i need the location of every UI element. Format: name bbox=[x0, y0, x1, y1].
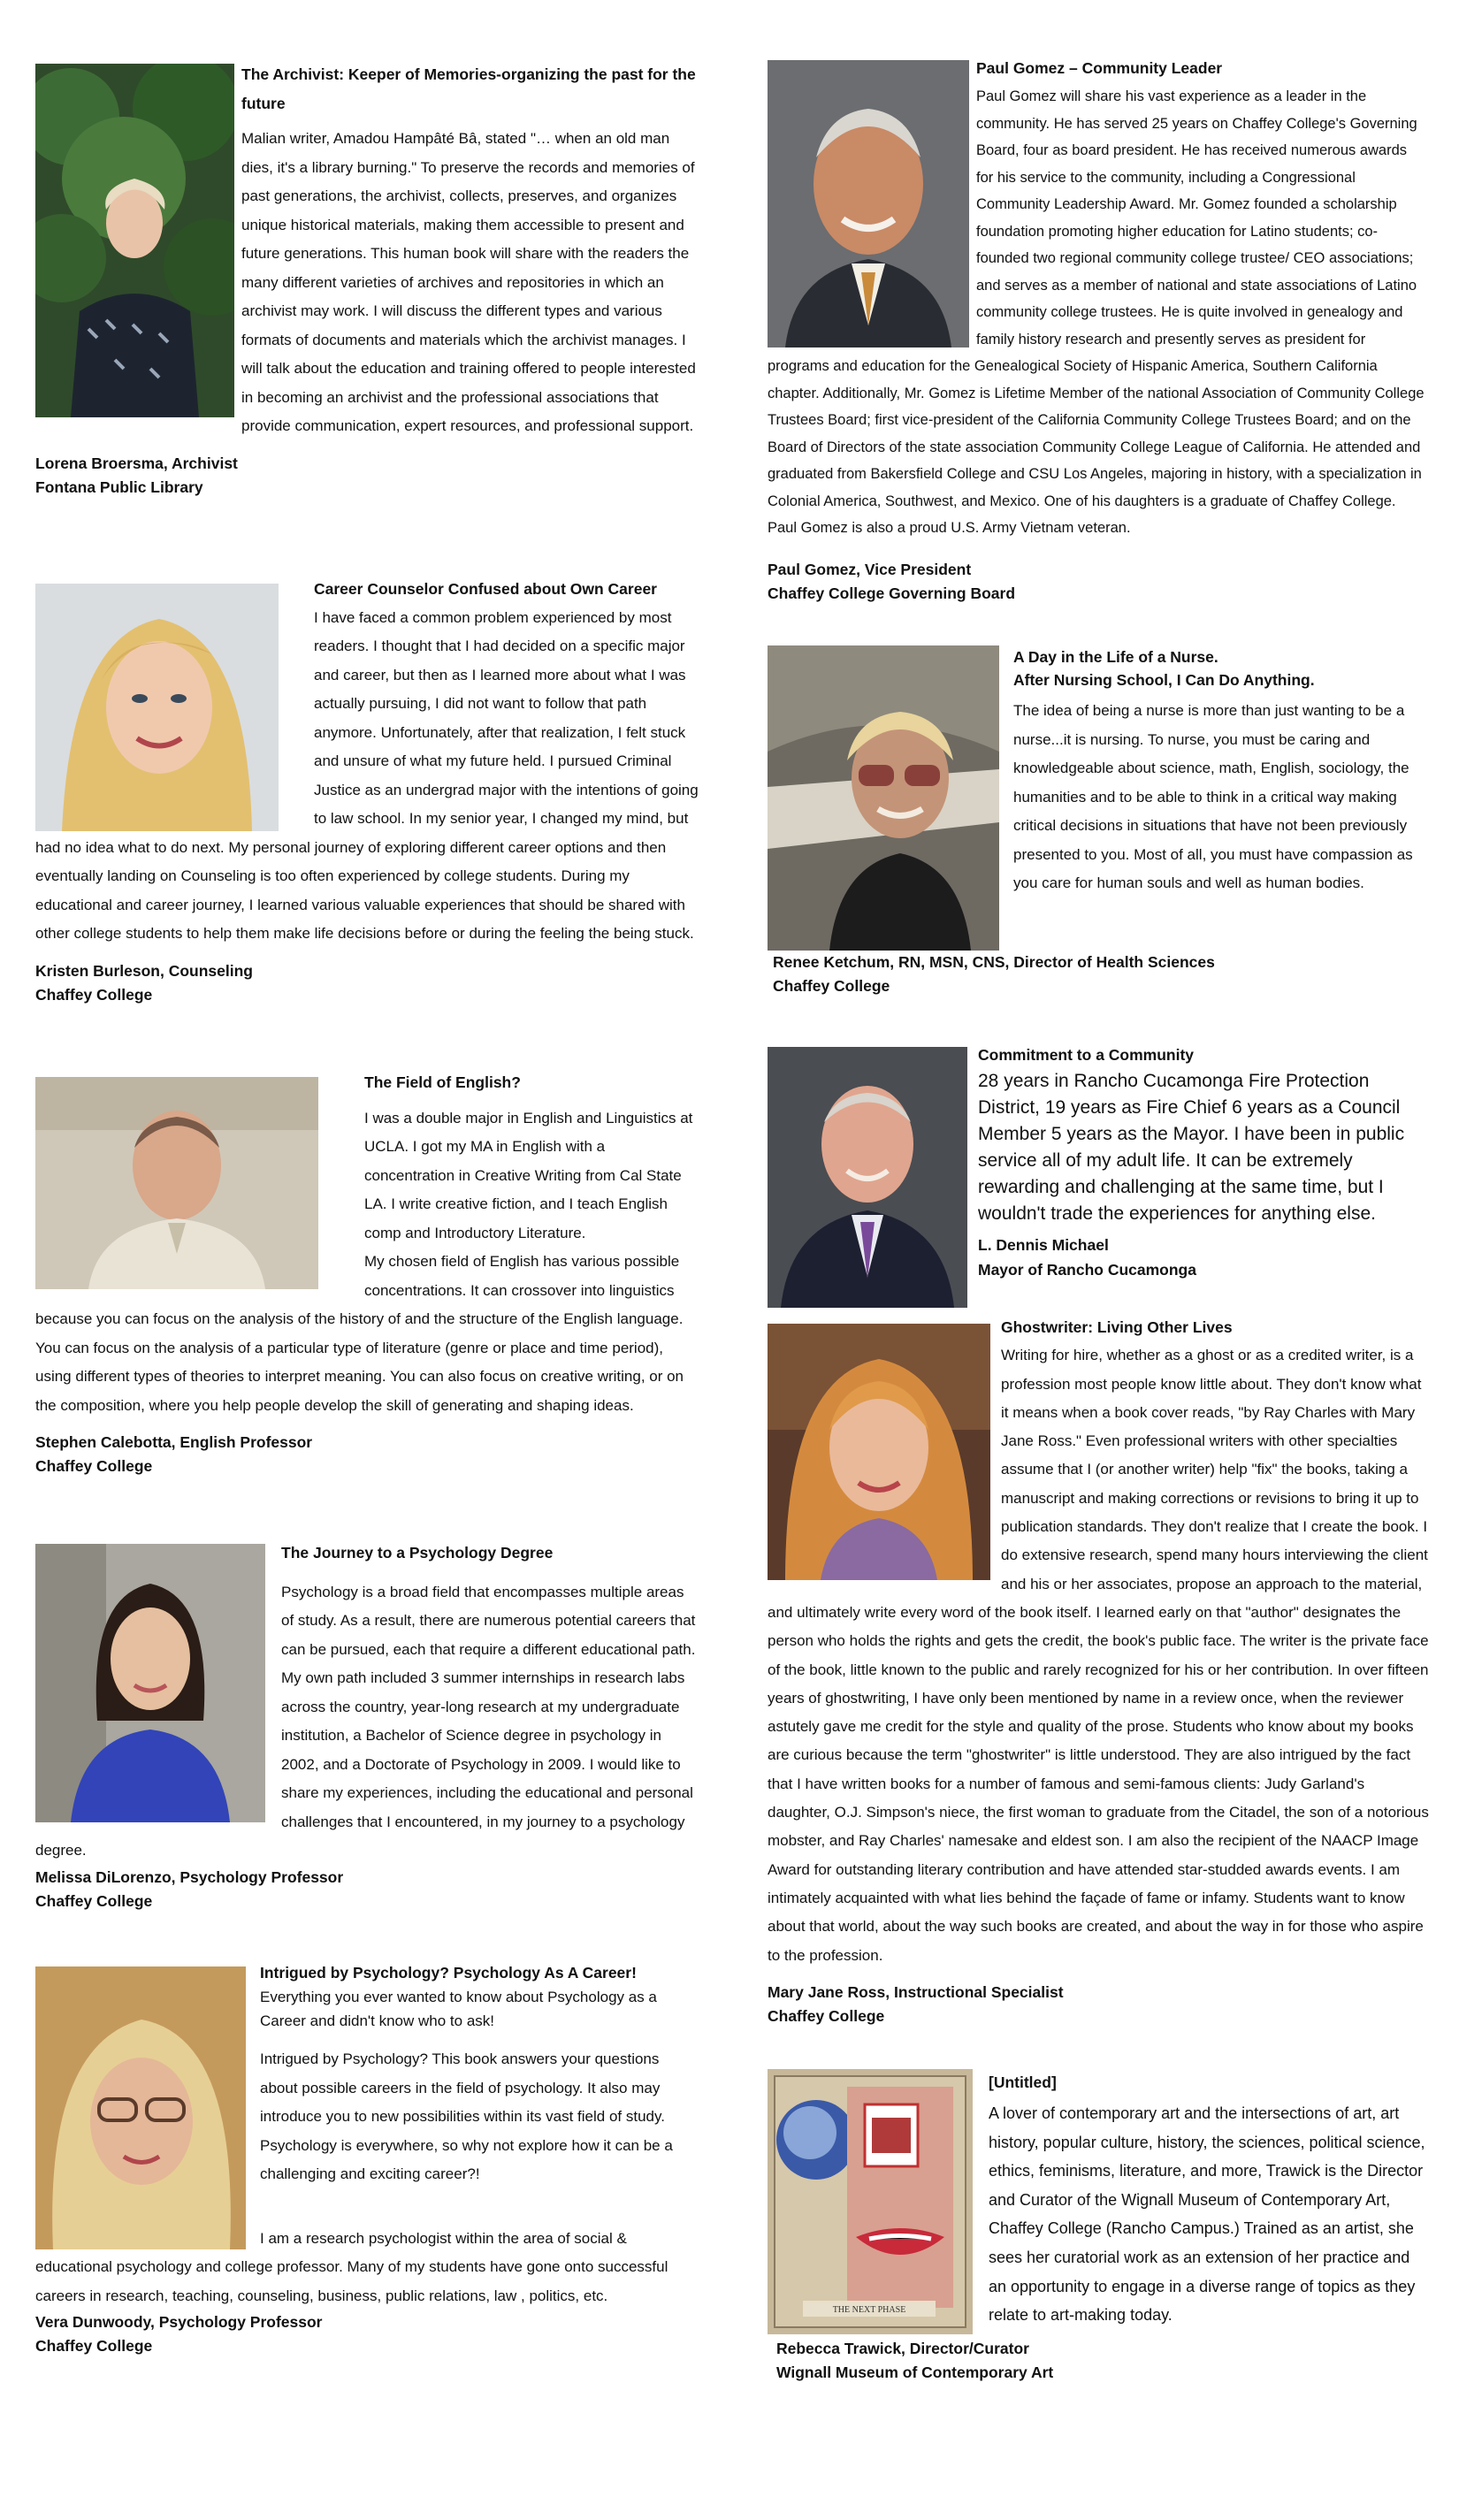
entry-field-of-english bbox=[35, 1068, 699, 1478]
author-org: Mayor of Rancho Cucamonga bbox=[978, 1261, 1196, 1279]
entry-career-counselor bbox=[35, 575, 699, 1007]
entry-title: Paul Gomez – Community Leader bbox=[976, 59, 1223, 77]
author-org: Chaffey College bbox=[35, 1891, 153, 1910]
author-name: L. Dennis Michael bbox=[978, 1236, 1109, 1254]
entry-title: The Archivist: Keeper of Memories-organizing the past for the future bbox=[241, 65, 696, 112]
photo-renee-ketchum bbox=[768, 645, 999, 951]
signature bbox=[35, 1866, 699, 1913]
entry-title: Ghostwriter: Living Other Lives bbox=[1001, 1318, 1233, 1336]
entry-psychology-degree bbox=[35, 1539, 699, 1913]
entry-archivist bbox=[35, 60, 699, 500]
entry-body-2: My chosen field of English has various possible concentrations. It can crossover into linguistics because you can focus on the analysis of the history of and the structure of the English language. You can focus on the analysis of a particular type of literature (genre or place and time period), using different types of theories to interpret meaning. You can also focus on creative writing, or on the composition, where you help people develop the skill of generating and shaping ideas. bbox=[35, 1253, 684, 1414]
author-org: Chaffey College bbox=[35, 2337, 153, 2355]
photo-mary-jane-ross bbox=[768, 1324, 990, 1580]
author-name: Stephen Calebotta, English Professor bbox=[35, 1433, 313, 1451]
author-org: Fontana Public Library bbox=[35, 477, 203, 496]
signature bbox=[768, 951, 1426, 998]
author-org: Chaffey College bbox=[773, 977, 890, 995]
author-name: Kristen Burleson, Counseling bbox=[35, 961, 253, 980]
entry-title: Career Counselor Confused about Own Career bbox=[314, 580, 657, 598]
entry-body: Intrigued by Psychology? This book answers your questions about possible careers in the field of psychology. It also may introduce you to new possibilities within its vast field of study. Psychology is everywhere, so why not explore how it can be a challenging and exciting career?! bbox=[260, 2050, 673, 2182]
photo-melissa-dilorenzo bbox=[35, 1544, 265, 1822]
entry-body: 28 years in Rancho Cucamonga Fire Protection District, 19 years as Fire Chief 6 years as a Council Member 5 years as the Mayor. I have been in public service all of my adult life. It can be extremely rewarding and challenging at the same time, but I wouldn't trade the experiences for anything else. bbox=[978, 1071, 1405, 1224]
signature bbox=[35, 2310, 699, 2358]
entry-title: The Journey to a Psychology Degree bbox=[281, 1544, 554, 1562]
author-org: Chaffey College bbox=[35, 1457, 153, 1475]
author-name: Lorena Broersma, Archivist bbox=[35, 454, 238, 472]
signature bbox=[768, 1981, 1431, 2028]
art-caption: THE NEXT PHASE bbox=[832, 2305, 906, 2315]
signature bbox=[35, 1431, 699, 1478]
author-name: Paul Gomez, Vice President bbox=[768, 560, 972, 578]
author-org: Chaffey College bbox=[35, 985, 153, 1004]
entry-body-2: I am a research psychologist within the area of social & educational psychology and college professor. Many of my students have gone onto successful careers in research, teaching, counseling, business, public relations, law , politics, etc. bbox=[35, 2229, 668, 2304]
entry-subtitle: Everything you ever wanted to know about Psychology as a Career and didn't know who to ask! bbox=[260, 1989, 657, 2029]
author-org: Chaffey College Governing Board bbox=[768, 584, 1016, 602]
entry-intrigued-by-psychology bbox=[35, 1961, 699, 2358]
entry-nurse bbox=[768, 645, 1426, 998]
entry-untitled bbox=[768, 2069, 1426, 2385]
photo-l-dennis-michael bbox=[768, 1047, 967, 1308]
entry-body: I was a double major in English and Linguistics at UCLA. I got my MA in English with a concentration in Creative Writing from Cal State LA. I write creative fiction, and I teach English comp and Introductory Literature. bbox=[364, 1109, 693, 1241]
author-name: Mary Jane Ross, Instructional Specialist bbox=[768, 1982, 1064, 2001]
entry-body: Writing for hire, whether as a ghost or as a credited writer, is a profession most people know little about. They don't know what it means when a book cover reads, "by Ray Charles with Mary Jane Ross." Even professional writers with other specialties assume that I (or another writer) help "fix" the books, taking a manuscript and making corrections or revisions to bring it up to publication standards. They don't realize that I create the book. I do extensive research, spend many hours interviewing the client and his or her associates, propose an approach to the material, and ultimately write every word of the book itself. I learned early on that "author" designates the person who holds the rights and gets the credit, the book's public face. The writer is the private face of the book, little known to the public and rarely recognized for his or her contribution. In over fifteen years of ghostwriting, I have only been mentioned by name in a review once, when the reviewer astutely gave me credit for the style and quality of the prose. Students who know about my books are curious because the term "ghostwriter" is little understood. They are also intrigued by the fact that I have written books for a number of famous and semi-famous clients: Judy Garland's daughter, O.J. Simpson's niece, the first woman to graduate from the Citadel, the son of a notorious mobster, and Ray Charles' namesake and eldest son. I am also the recipient of the NAACP Image Award for outstanding literary contribution and have attended star-studded awards events. I am intimately acquainted with what lies behind the façade of fame or infamy. Students want to know about that world, about the way such books are created, and about the way in for those who aspire to the profession. bbox=[768, 1347, 1429, 1964]
author-name: Vera Dunwoody, Psychology Professor bbox=[35, 2313, 323, 2331]
author-name: Renee Ketchum, RN, MSN, CNS, Director of Health Sciences bbox=[773, 953, 1215, 971]
entry-title: A Day in the Life of a Nurse. bbox=[1013, 648, 1218, 666]
entry-commitment-community bbox=[768, 1042, 1426, 1308]
photo-kristen-burleson bbox=[35, 584, 279, 831]
entry-body: Paul Gomez will share his vast experience as a leader in the community. He has served 25 years on Chaffey College's Governing Board, four as board president. He has received numerous awards for his service to the community, including a Congressional Community Leadership Award. Mr. Gomez founded a scholarship foundation promoting higher education for Latino students; co-founded two regional community college trustee/ CEO associations; and serves as a member of national and state associations of Latino community college trustees. He is quite involved in genealogy and family history research and presently serves as president for programs and education for the Genealogical Society of Hispanic America, Southern California chapter. Additionally, Mr. Gomez is Lifetime Member of the national Association of Community College Trustees Board; first vice-president of the California Community College Trustees Board; and on the Board of Directors of the state association Community College League of California. He attended and graduated from Bakersfield College and CSU Los Angeles, majoring in history, with a specialization in Colonial America, Southwest, and Mexico. One of his daughters is a graduate of Chaffey College. Paul Gomez is also a proud U.S. Army Vietnam veteran. bbox=[768, 88, 1425, 536]
signature bbox=[35, 959, 699, 1007]
entry-title: Intrigued by Psychology? Psychology As A Career! bbox=[260, 1964, 637, 1982]
signature bbox=[768, 558, 1426, 606]
author-name: Rebecca Trawick, Director/Curator bbox=[776, 2339, 1029, 2357]
author-name: Melissa DiLorenzo, Psychology Professor bbox=[35, 1867, 344, 1886]
photo-art-collage bbox=[768, 2069, 973, 2334]
entry-title: Commitment to a Community bbox=[978, 1046, 1195, 1064]
signature bbox=[768, 2337, 1426, 2385]
entry-paul-gomez bbox=[768, 53, 1426, 606]
entry-body: Malian writer, Amadou Hampâté Bâ, stated "… when an old man dies, it's a library burning." To preserve the records and memories of past generations, the archivist, collects, preserves, and organizes unique historical materials, making them accessible to present and future generations. This human book will share with the readers the many different varieties of archives and repositories in which an archivist may work. I will discuss the different types and various formats of documents and materials which the archivist manages. I will talk about the education and training offered to people interested in becoming an archivist and the professional associations that provide communication, expert resources, and professional support. bbox=[241, 130, 696, 434]
entry-title: [Untitled] bbox=[989, 2073, 1057, 2091]
photo-lorena-broersma bbox=[35, 64, 234, 417]
entry-body: I have faced a common problem experienced by most readers. I thought that I had decided on a specific major and career, but then as I learned more about what I was actually pursuing, I did not want to follow that path anymore. Unfortunately, after that realization, I felt stuck and unsure of what my future held. I pursued Criminal Justice as an undergrad major with the intentions of going to law school. In my senior year, I changed my mind, but had no idea what to do next. My personal journey of exploring different career options and then eventually landing on Counseling is too often experienced by college students. During my educational and career journey, I learned various valuable experiences that should be shared with other college students to help them make life decisions before or during the feeling the being stuck. bbox=[35, 608, 699, 942]
entry-subtitle: After Nursing School, I Can Do Anything. bbox=[1013, 671, 1315, 689]
entry-title: The Field of English? bbox=[364, 1073, 521, 1091]
author-org: Chaffey College bbox=[768, 2006, 885, 2025]
entry-body: Psychology is a broad field that encompasses multiple areas of study. As a result, there are numerous potential careers that can be pursued, each that require a different educational path. My own path included 3 summer internships in research labs across the country, year-long research at my undergraduate institution, a Bachelor of Science degree in psychology in 2002, and a Doctorate of Psychology in 2009. I would like to share my experiences, including the educational and personal challenges that I encountered, in my journey to a psychology degree. bbox=[35, 1583, 696, 1859]
author-org: Wignall Museum of Contemporary Art bbox=[776, 2363, 1054, 2381]
entry-body: A lover of contemporary art and the intersections of art, art history, popular culture, history, the sciences, political science, ethics, feminisms, literature, and more, Trawick is the Director and Curator of the Wignall Museum of Contemporary Art, Chaffey College (Rancho Campus.) Trained as an artist, she sees her curatorial work as an extension of her practice and an opportunity to engage in a diverse range of topics as they relate to art-making today. bbox=[989, 2104, 1425, 2325]
entry-body: The idea of being a nurse is more than just wanting to be a nurse...it is nursing. To nurse, you must be caring and knowledgeable about science, math, English, sociology, the humanities and to be able to think in a critical way making critical decisions in situations that have not been previously presented to you. Most of all, you must have compassion as you care for human souls and well as human bodies. bbox=[1013, 702, 1413, 891]
photo-vera-dunwoody bbox=[35, 1966, 246, 2249]
photo-stephen-calebotta bbox=[35, 1077, 318, 1289]
entry-ghostwriter bbox=[768, 1313, 1431, 2028]
photo-paul-gomez bbox=[768, 60, 969, 347]
signature bbox=[35, 452, 699, 500]
